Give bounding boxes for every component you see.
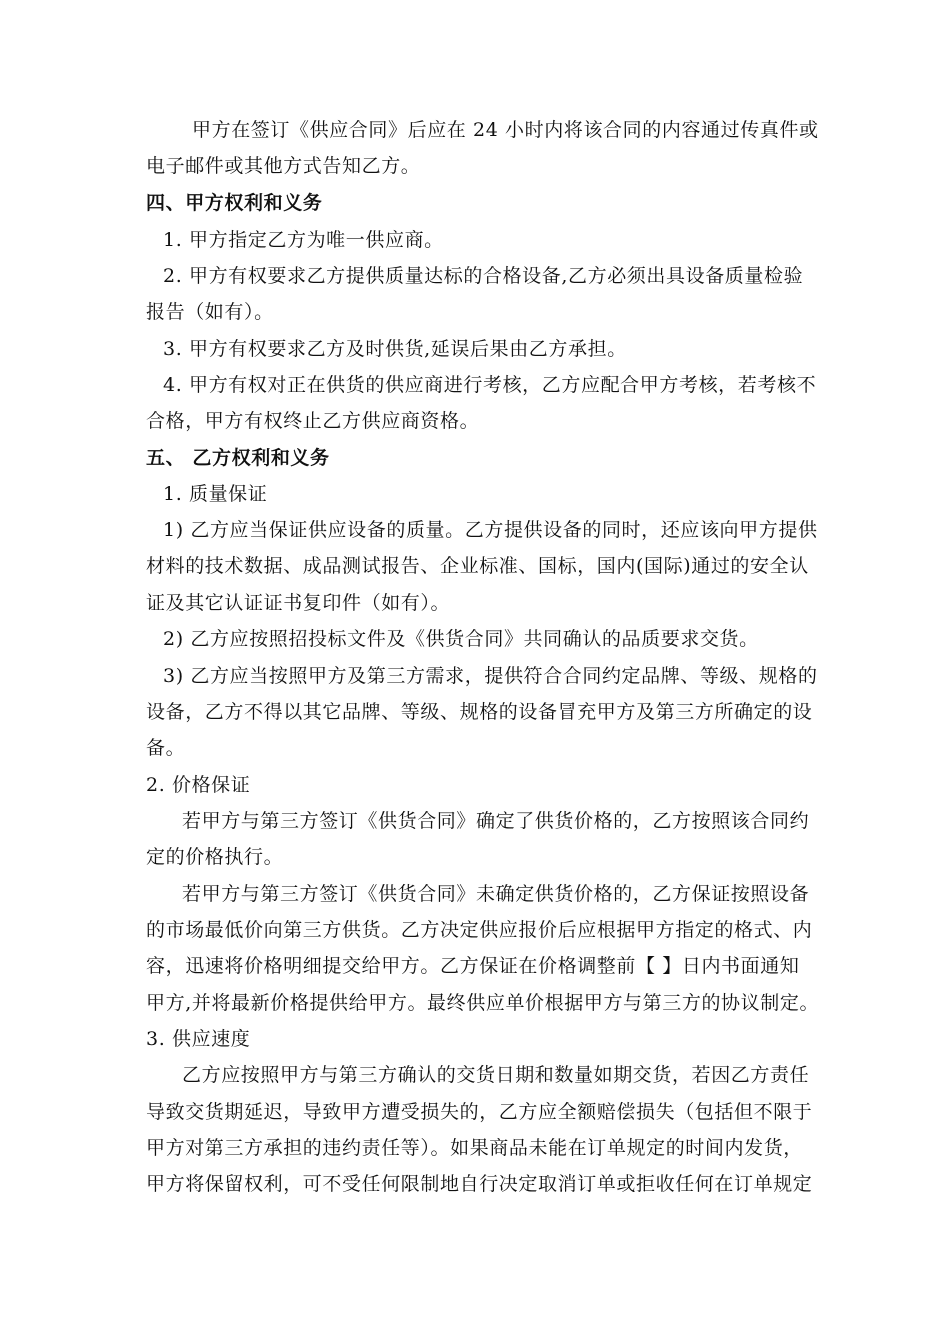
list-item: 2. 甲方有权要求乙方提供质量达标的合格设备,乙方必须出具设备质量检验 <box>163 265 804 287</box>
paragraph-line: 证及其它认证证书复印件（如有）。 <box>146 592 451 614</box>
paragraph-line: 合格，甲方有权终止乙方供应商资格。 <box>146 410 480 432</box>
list-item: 3) 乙方应当按照甲方及第三方需求，提供符合合同约定品牌、等级、规格的 <box>163 665 818 687</box>
paragraph-line: 备。 <box>146 737 186 759</box>
paragraph-line: 甲方,并将最新价格提供给甲方。最终供应单价根据甲方与第三方的协议制定。 <box>146 992 820 1014</box>
section-heading: 四、甲方权利和义务 <box>146 192 323 214</box>
paragraph-line: 若甲方与第三方签订《供货合同》确定了供货价格的，乙方按照该合同约 <box>182 810 810 832</box>
paragraph-line: 甲方在签订《供应合同》后应在 24 小时内将该合同的内容通过传真件或 <box>192 119 819 141</box>
paragraph-line: 乙方应按照甲方与第三方确认的交货日期和数量如期交货，若因乙方责任 <box>182 1064 810 1086</box>
list-item: 1. 质量保证 <box>163 483 268 505</box>
paragraph-line: 甲方将保留权利，可不受任何限制地自行决定取消订单或拒收任何在订单规定 <box>146 1173 813 1195</box>
list-item: 1) 乙方应当保证供应设备的质量。乙方提供设备的同时，还应该向甲方提供 <box>163 519 818 541</box>
subsection-heading: 2. 价格保证 <box>146 774 251 796</box>
list-item: 4. 甲方有权对正在供货的供应商进行考核，乙方应配合甲方考核，若考核不 <box>163 374 817 396</box>
paragraph-line: 报告（如有）。 <box>146 301 274 323</box>
paragraph-line: 甲方对第三方承担的违约责任等）。如果商品未能在订单规定的时间内发货， <box>146 1137 803 1159</box>
list-item: 3. 甲方有权要求乙方及时供货,延误后果由乙方承担。 <box>163 338 627 360</box>
subsection-heading: 3. 供应速度 <box>146 1028 251 1050</box>
paragraph-line: 材料的技术数据、成品测试报告、企业标准、国标，国内(国际)通过的安全认 <box>146 555 809 577</box>
paragraph-line: 定的价格执行。 <box>146 846 284 868</box>
paragraph-line: 的市场最低价向第三方供货。乙方决定供应报价后应根据甲方指定的格式、内 <box>146 919 813 941</box>
list-item: 1. 甲方指定乙方为唯一供应商。 <box>163 229 444 251</box>
list-item: 2) 乙方应按照招投标文件及《供货合同》共同确认的品质要求交货。 <box>163 628 759 650</box>
paragraph-line: 导致交货期延迟，导致甲方遭受损失的，乙方应全额赔偿损失（包括但不限于 <box>146 1101 813 1123</box>
paragraph-line: 容，迅速将价格明细提交给甲方。乙方保证在价格调整前【 】日内书面通知 <box>146 955 800 977</box>
paragraph-line: 电子邮件或其他方式告知乙方。 <box>146 155 421 177</box>
section-heading: 五、 乙方权利和义务 <box>146 447 330 469</box>
paragraph-line: 若甲方与第三方签订《供货合同》未确定供货价格的，乙方保证按照设备 <box>182 883 810 905</box>
paragraph-line: 设备，乙方不得以其它品牌、等级、规格的设备冒充甲方及第三方所确定的设 <box>146 701 813 723</box>
